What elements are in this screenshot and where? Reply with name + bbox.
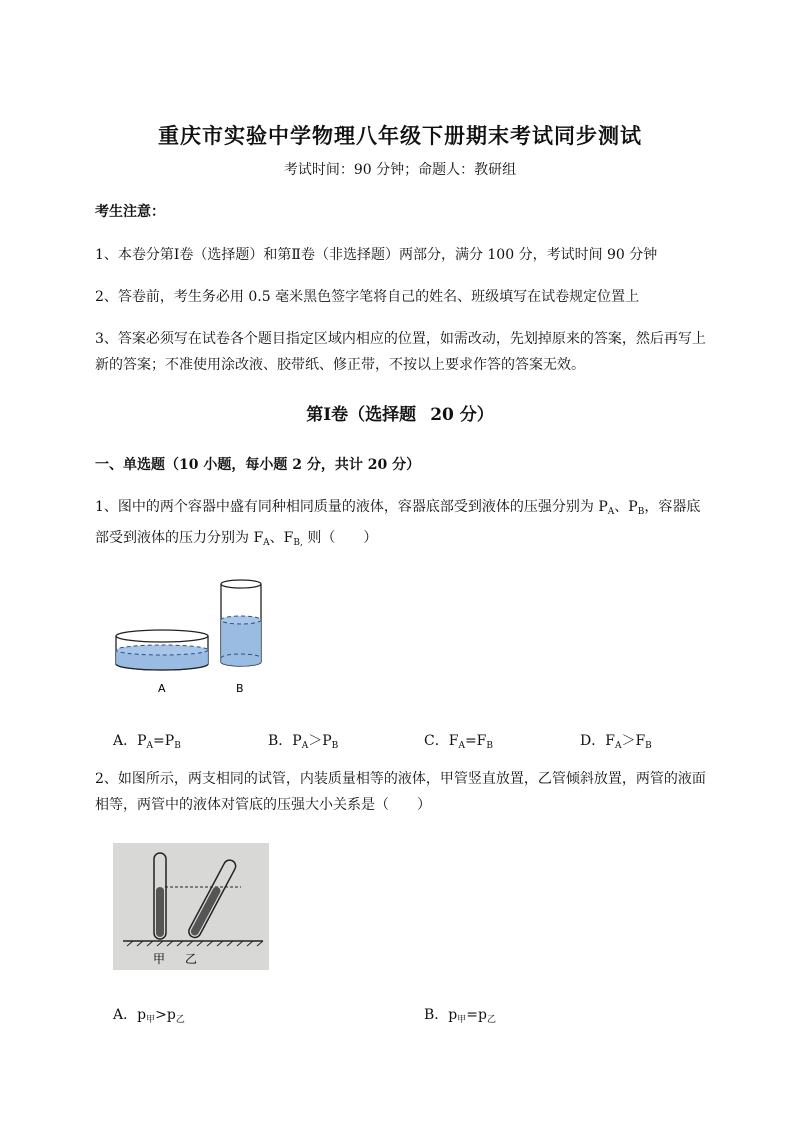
question-1-option-d[interactable]: D．$F_A>F_B$: [580, 733, 652, 751]
question-2-option-a[interactable]: A．$p_甲>p_乙$: [113, 1007, 185, 1025]
notice-heading: 考生注意：: [95, 204, 165, 220]
test-tubes-photo: [113, 843, 269, 970]
question-1-figure: [108, 576, 278, 701]
figure-label-a: A: [158, 682, 166, 695]
question-2-option-b[interactable]: B．$p_甲=p_乙$: [424, 1007, 496, 1025]
question-2-text: 2、如图所示，两支相同的试管，内装质量相等的液体，甲管竖直放置，乙管倾斜放置，两管的液面相等，两管中的液体对管底的压强大小关系是（ ）: [95, 771, 706, 813]
section-score: 20 分）: [430, 405, 494, 425]
exam-info: 考试时间：90 分钟；命题人：教研组: [283, 162, 517, 178]
notice-item: 3、答案必须写在试卷各个题目指定区域内相应的位置，如需改动，先划掉原来的答案，然后再写上新的答案；不准使用涂改液、胶带纸、修正带，不按以上要求作答的答案无效。: [95, 331, 706, 373]
notice-item: 1、本卷分第Ⅰ卷（选择题）和第Ⅱ卷（非选择题）两部分，满分 100 分，考试时间 90 分钟: [95, 247, 658, 263]
notice-item: 2、答卷前，考生务必用 0.5 毫米黑色签字笔将自己的姓名、班级填写在试卷规定位置上: [95, 289, 640, 305]
question-1-option-b[interactable]: B．$P_A>P_B$: [268, 733, 339, 751]
page-title: 重庆市实验中学物理八年级下册期末考试同步测试: [158, 123, 642, 148]
question-1-text: 1、图中的两个容器中盛有同种相同质量的液体，容器底部受到液体的压强分别为 $P_A$、$P_B$，容器底部受到液体的压力分别为 $F_A$、$F_{B,}$ 则（ ）: [95, 499, 701, 548]
section-title: [0, 400, 800, 425]
containers-diagram: [108, 576, 278, 701]
question-2-figure: [113, 843, 269, 970]
question-1-option-a[interactable]: A．$P_A=P_B$: [113, 733, 181, 751]
question-1-option-c[interactable]: C．$F_A=F_B$: [424, 733, 494, 751]
section-title-main: 第Ⅰ卷（选择题: [306, 405, 417, 425]
figure-label-b: B: [236, 682, 244, 695]
figure-label-jia: 甲: [153, 952, 166, 966]
figure-label-yi: 乙: [185, 952, 198, 966]
part-heading: 一、单选题（10 小题，每小题 2 分，共计 20 分）: [95, 457, 421, 473]
